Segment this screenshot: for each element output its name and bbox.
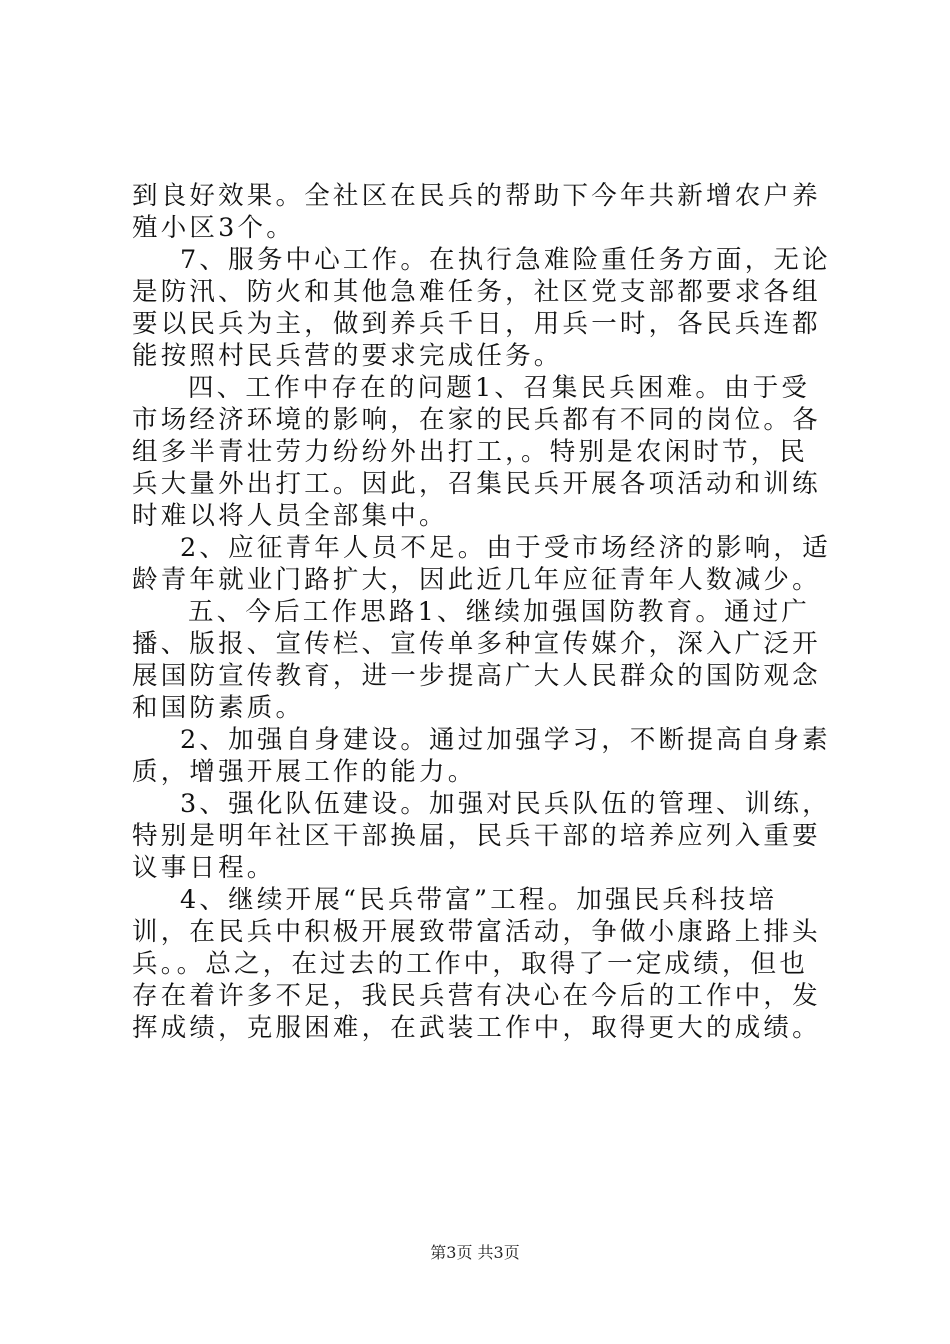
paragraph-prosperity-project: 4、继续开展“民兵带富”工程。加强民兵科技培训，在民兵中积极开展致带富活动，争做小康路上排头兵。。总之，在过去的工作中，取得了一定成绩，但也存在着许多不足，我民兵营有决心在今后的工作中，发挥成绩，克服困难，在武装工作中，取得更大的成绩。 bbox=[132, 885, 821, 1043]
paragraph-team-building: 3、强化队伍建设。加强对民兵队伍的管理、训练，特别是明年社区干部换届，民兵干部的培养应列入重要议事日程。 bbox=[132, 789, 831, 883]
paragraph-service-center-work: 7、服务中心工作。在执行急难险重任务方面，无论是防汛、防火和其他急难任务，社区党支部都要求各组要以民兵为主，做到养兵千日，用兵一时，各民兵连都能按照村民兵营的要求完成任务。 bbox=[132, 245, 831, 371]
paragraph-self-building: 2、加强自身建设。通过加强学习，不断提高自身素质，增强开展工作的能力。 bbox=[132, 725, 831, 787]
page-number-footer: 第3页 共3页 bbox=[430, 1243, 520, 1262]
paragraph-continuation: 到良好效果。全社区在民兵的帮助下今年共新增农户养殖小区3个。 bbox=[132, 181, 821, 243]
paragraph-insufficient-recruits: 2、应征青年人员不足。由于受市场经济的影响，适龄青年就业门路扩大，因此近几年应征青年人数减少。 bbox=[132, 533, 831, 595]
paragraph-future-work-ideas: 五、今后工作思路1、继续加强国防教育。通过广播、版报、宣传栏、宣传单多种宣传媒介，深入广泛开展国防宣传教育，进一步提高广大人民群众的国防观念和国防素质。 bbox=[132, 597, 821, 723]
document-body bbox=[132, 180, 832, 1044]
paragraph-existing-problems: 四、工作中存在的问题1、召集民兵困难。由于受市场经济环境的影响，在家的民兵都有不同的岗位。各组多半青壮劳力纷纷外出打工，。特别是农闲时节，民兵大量外出打工。因此，召集民兵开展各项活动和训练时难以将人员全部集中。 bbox=[132, 373, 821, 531]
